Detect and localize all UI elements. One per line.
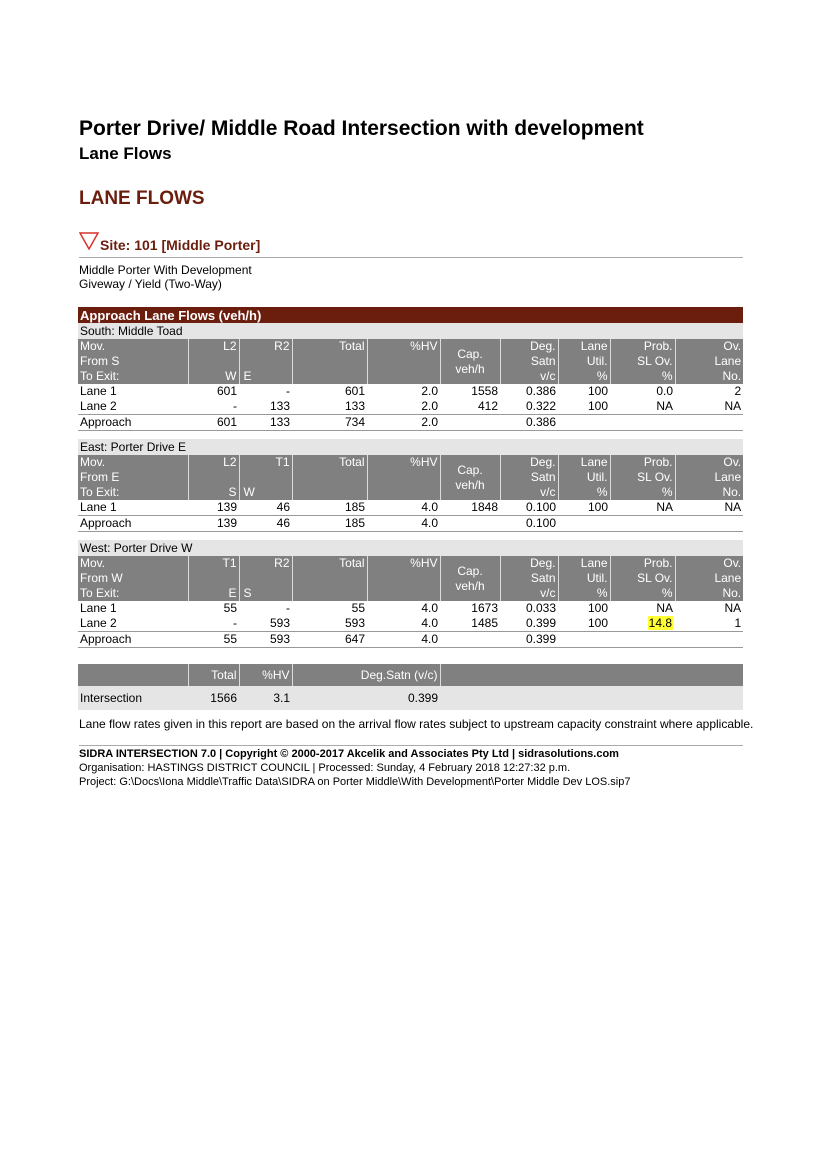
header-movement: Mov. From E To Exit:: [78, 455, 188, 500]
header-ov-lane: Ov. Lane No.: [675, 556, 743, 601]
header-col-b: T1 W: [239, 455, 292, 500]
header-deg-satn: Deg. Satn v/c: [500, 455, 558, 500]
site-description: Middle Porter With Development: [79, 263, 252, 277]
table-heading: Approach Lane Flows (veh/h): [78, 307, 743, 323]
table-row: Lane 2 - 593 593 4.0 1485 0.399 100 14.8 1: [80, 616, 742, 630]
header-ov-lane: Ov. Lane No.: [675, 339, 743, 384]
header-total: Total: [292, 455, 367, 500]
header-capacity: Cap. veh/h: [440, 556, 500, 601]
header-deg-satn: Deg. Satn v/c: [500, 339, 558, 384]
footer-organisation: Organisation: HASTINGS DISTRICT COUNCIL | Processed: Sunday, 4 February 2018 12:27:32 p.m.: [79, 762, 571, 774]
approach-group-south: [78, 323, 743, 339]
header-total: Total: [292, 556, 367, 601]
header-lane-util: Lane Util. %: [558, 339, 610, 384]
header-lane-util: Lane Util. %: [558, 556, 610, 601]
table-heading-row: [78, 307, 743, 323]
header-col-b: R2 E: [239, 339, 292, 384]
header-capacity: Cap. veh/h: [440, 339, 500, 384]
header-intersection-hv: %HV: [239, 664, 292, 686]
footnote: Lane flow rates given in this report are based on the arrival flow rates subject to upstream capacity constraint where applicable.: [79, 717, 754, 731]
table-row: Lane 1 139 46 185 4.0 1848 0.100 100 NA NA: [80, 500, 742, 514]
header-ov-lane: Ov. Lane No.: [675, 455, 743, 500]
table-row: Lane 1 601 - 601 2.0 1558 0.386 100 0.0 2: [80, 384, 742, 398]
header-hv: %HV: [367, 455, 440, 500]
approach-group-east: [78, 439, 743, 455]
header-prob-sl-ov: Prob. SL Ov. %: [610, 455, 675, 500]
warning-triangle-icon: [79, 232, 99, 250]
approach-name: South: Middle Toad: [78, 323, 743, 339]
report-title: Porter Drive/ Middle Road Intersection with development: [79, 117, 644, 140]
header-col-b: R2 S: [239, 556, 292, 601]
header-movement: Mov. From W To Exit:: [78, 556, 188, 601]
site-label: Site: 101 [Middle Porter]: [100, 237, 261, 253]
header-intersection-deg: Deg.Satn (v/c): [292, 664, 440, 686]
header-lane-util: Lane Util. %: [558, 455, 610, 500]
approach-total-row: Approach 55 593 647 4.0 0.399: [78, 632, 743, 648]
footer-copyright: SIDRA INTERSECTION 7.0 | Copyright © 2000-2017 Akcelik and Associates Pty Ltd | sidrasolutions.com: [79, 748, 619, 760]
column-header-row: [78, 556, 743, 601]
header-capacity: Cap. veh/h: [440, 455, 500, 500]
header-col-a: T1 E: [188, 556, 239, 601]
header-movement: Mov. From S To Exit:: [78, 339, 188, 384]
header-col-a: L2 W: [188, 339, 239, 384]
table-row: Lane 2 - 133 133 2.0 412 0.322 100 NA NA: [80, 399, 742, 413]
footer-divider: [79, 745, 743, 746]
site-control-type: Giveway / Yield (Two-Way): [79, 277, 222, 291]
site-header: [79, 230, 743, 258]
column-header-row: [78, 455, 743, 500]
approach-total-row: Approach 601 133 734 2.0 0.386: [78, 415, 743, 431]
table-row: Lane 1 55 - 55 4.0 1673 0.033 100 NA NA: [80, 601, 742, 615]
header-prob-sl-ov: Prob. SL Ov. %: [610, 339, 675, 384]
approach-name: East: Porter Drive E: [78, 439, 743, 455]
header-intersection-total: Total: [188, 664, 239, 686]
column-header-row: [78, 339, 743, 384]
intersection-row: Intersection 1566 3.1 0.399: [78, 686, 743, 710]
header-hv: %HV: [367, 556, 440, 601]
header-total: Total: [292, 339, 367, 384]
header-deg-satn: Deg. Satn v/c: [500, 556, 558, 601]
header-col-a: L2 S: [188, 455, 239, 500]
header-hv: %HV: [367, 339, 440, 384]
header-prob-sl-ov: Prob. SL Ov. %: [610, 556, 675, 601]
section-heading: LANE FLOWS: [79, 188, 205, 209]
intersection-header-row: [78, 664, 743, 686]
footer-project: Project: G:\Docs\Iona Middle\Traffic Data\SIDRA on Porter Middle\With Development\Porter Middle Dev LOS.sip7: [79, 776, 631, 788]
approach-name: West: Porter Drive W: [78, 540, 743, 556]
lane-flows-table: [78, 307, 743, 710]
highlighted-value: 14.8: [648, 616, 672, 630]
approach-total-row: Approach 139 46 185 4.0 0.100: [78, 516, 743, 532]
approach-group-west: [78, 540, 743, 556]
report-subtitle: Lane Flows: [79, 144, 172, 163]
